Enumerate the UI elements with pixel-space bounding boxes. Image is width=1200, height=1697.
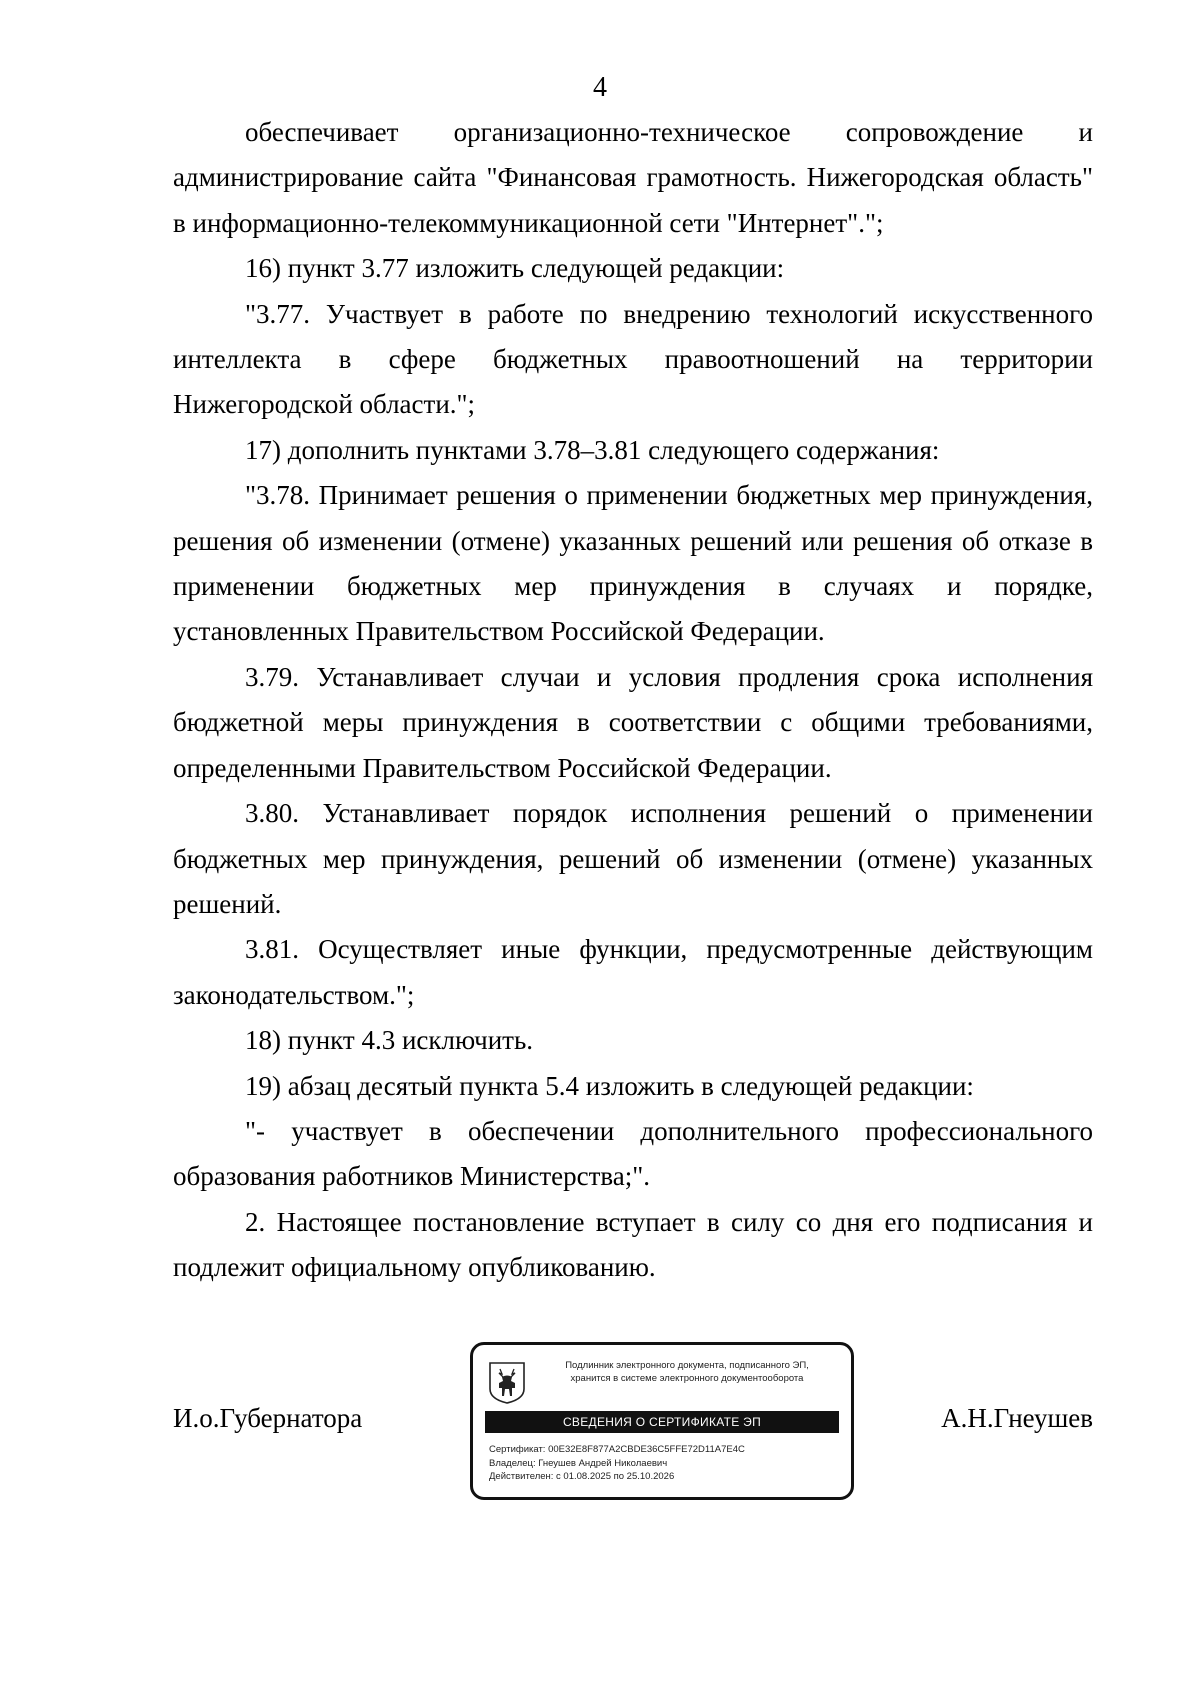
paragraph: "- участвует в обеспечении дополнительного профессионального образования работников Министерства;". [173, 1115, 1093, 1192]
paragraph: 2. Настоящее постановление вступает в силу со дня его подписания и подлежит официальному опубликованию. [173, 1206, 1093, 1283]
stamp-header: СВЕДЕНИЯ О СЕРТИФИКАТЕ ЭП [485, 1411, 839, 1433]
page-number: 4 [593, 72, 607, 103]
paragraph: обеспечивает организационно-техническое сопровождение и администрирование сайта "Финансовая грамотность. Нижегородская область" в информационно-телекоммуникационной сети "Интернет"."; [173, 117, 1093, 238]
paragraph: 19) абзац десятый пункта 5.4 изложить в следующей редакции: [245, 1070, 974, 1101]
paragraph: 16) пункт 3.77 изложить следующей редакции: [245, 253, 785, 284]
signatory-name: А.Н.Гнеушев [941, 1403, 1093, 1433]
document-body [173, 110, 1093, 1291]
paragraph: 17) дополнить пунктами 3.78–3.81 следующего содержания: [245, 434, 940, 465]
nizhny-novgorod-deer-emblem-icon [487, 1361, 527, 1405]
electronic-signature-stamp [470, 1342, 854, 1500]
paragraph: 3.79. Устанавливает случаи и условия продления срока исполнения бюджетной меры принуждения в соответствии с общими требованиями, определенными Правительством Российской Федерации. [173, 661, 1093, 783]
stamp-note: Подлинник электронного документа, подписанного ЭП, хранится в системе электронного документооборота [565, 1360, 809, 1384]
certificate-owner: Владелец: Гнеушев Андрей Николаевич [489, 1457, 668, 1469]
certificate-number: Сертификат: 00E32E8F877A2CBDE36C5FFE72D11A7E4C [489, 1444, 745, 1455]
paragraph: "3.77. Участвует в работе по внедрению технологий искусственного интеллекта в сфере бюджетных правоотношений на территории Нижегородской области."; [173, 298, 1093, 420]
certificate-validity: Действителен: с 01.08.2025 по 25.10.2026 [489, 1471, 675, 1482]
paragraph: 18) пункт 4.3 исключить. [245, 1025, 534, 1056]
paragraph: 3.80. Устанавливает порядок исполнения решений о применении бюджетных мер принуждения, решений об изменении (отмене) указанных решений. [173, 798, 1093, 919]
signatory-position: И.о.Губернатора [173, 1403, 363, 1433]
certificate-details [489, 1443, 843, 1484]
paragraph: "3.78. Принимает решения о применении бюджетных мер принуждения, решения об изменении (отмене) указанных решений или решения об отказе в применении бюджетных мер принуждения в случаях и порядке, установленных Правительством Российской Федерации. [173, 480, 1093, 647]
paragraph: 3.81. Осуществляет иные функции, предусмотренные действующим законодательством."; [173, 934, 1093, 1010]
